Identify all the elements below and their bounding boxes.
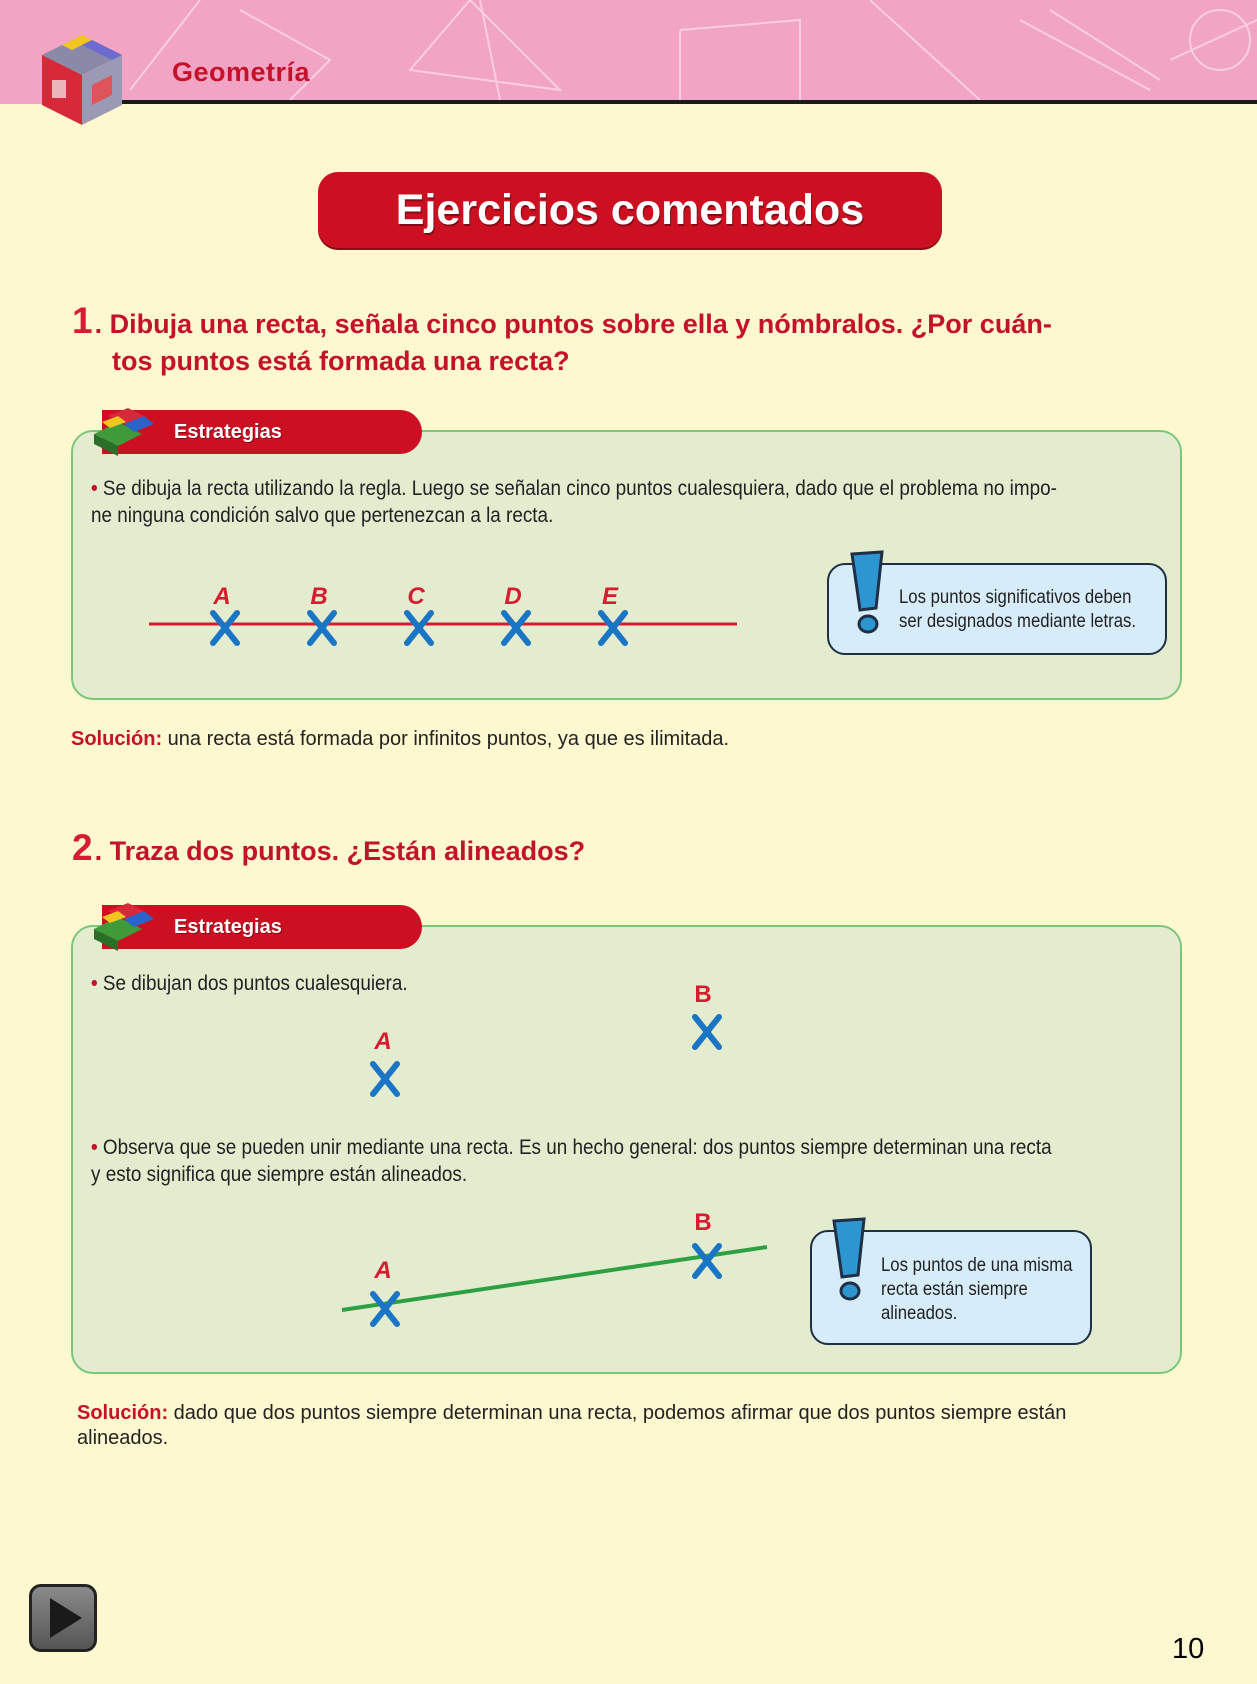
note-2-line2: recta están siempre: [881, 1279, 1028, 1300]
solution-2-line1: dado que dos puntos siempre determinan una recta, podemos afirmar que dos puntos siempre están: [168, 1402, 1067, 1424]
puzzle-icon: [88, 899, 160, 957]
exclamation-icon: [828, 1215, 872, 1305]
note-2-line1: Los puntos de una misma: [881, 1255, 1073, 1276]
strategy-tab-2: Estrategias: [102, 905, 422, 949]
page-title: Ejercicios comentados: [318, 172, 942, 248]
exercise-2-bullet2-line2: y esto significa que siempre están alineados.: [91, 1163, 468, 1186]
point-b-label: B: [694, 981, 712, 1008]
exercise-1-bullet: [91, 475, 1171, 529]
line-through-points-figure: [335, 1205, 775, 1335]
page-number: 10: [1172, 1633, 1205, 1665]
solution-2-line2: alineados.: [77, 1427, 169, 1449]
play-icon: [32, 1587, 94, 1649]
bullet-dot: •: [91, 477, 98, 500]
point-a-label: A: [374, 1257, 392, 1284]
bullet-dot: •: [91, 1136, 98, 1159]
geometry-decoration: [0, 0, 1257, 104]
exclamation-icon: [846, 548, 890, 638]
exercise-1-question-line2: tos puntos está formada una recta?: [112, 346, 570, 376]
puzzle-icon: [88, 404, 160, 462]
exercise-2-bullet-2: [91, 1134, 1171, 1188]
point-label-d: D: [504, 583, 522, 610]
note-text-1: [899, 586, 1163, 634]
exercise-2-question: [72, 829, 1192, 870]
point-label-b: B: [310, 583, 328, 610]
point-cross-b: [310, 613, 334, 643]
point-cross-d: [504, 613, 528, 643]
exercise-1-question-line1: . Dibuja una recta, señala cinco puntos sobre ella y nómbralos. ¿Por cuán-: [94, 309, 1052, 339]
point-b-label: B: [694, 1209, 712, 1236]
note-2-line3: alineados.: [881, 1303, 958, 1324]
page-header: [0, 0, 1257, 104]
solution-1-text: una recta está formada por infinitos puntos, ya que es ilimitada.: [162, 728, 730, 750]
exercise-1-solution: [71, 727, 1171, 752]
point-a-cross: [373, 1064, 397, 1094]
note-1-line1: Los puntos significativos deben: [899, 587, 1132, 608]
point-label-a: A: [213, 583, 231, 610]
play-button[interactable]: [29, 1584, 97, 1652]
line-with-five-points: [145, 570, 745, 650]
point-b-cross: [695, 1017, 719, 1047]
point-cross-c: [407, 613, 431, 643]
note-1-line2: ser designados mediante letras.: [899, 611, 1137, 632]
solution-2-label: Solución:: [77, 1402, 169, 1424]
strategy-tab-1: Estrategias: [102, 410, 422, 454]
section-name: Geometría: [172, 57, 311, 87]
point-b-cross: [695, 1246, 719, 1276]
bullet-dot: •: [91, 972, 98, 995]
exercise-2-bullet2-line1: Observa que se pueden unir mediante una recta. Es un hecho general: dos puntos siempre determinan una recta: [102, 1136, 1052, 1159]
exercise-1-bullet-line2: ne ninguna condición salvo que pertenezcan a la recta.: [91, 504, 554, 527]
point-a-cross: [373, 1294, 397, 1324]
exercise-2-number: 2: [72, 827, 93, 868]
exercise-1-question: [72, 302, 1192, 380]
point-label-e: E: [601, 583, 619, 610]
exercise-2-solution: [77, 1401, 1177, 1451]
point-label-c: C: [407, 583, 425, 610]
header-rule: [100, 100, 1257, 104]
exercise-2-bullet1-text: Se dibujan dos puntos cualesquiera.: [102, 972, 408, 995]
cube-logo-icon: [32, 30, 132, 130]
point-a-label: A: [374, 1028, 392, 1055]
solution-1-label: Solución:: [71, 728, 163, 750]
note-text-2: [881, 1254, 1092, 1326]
point-cross-a: [213, 613, 237, 643]
exercise-2-question-line1: . Traza dos puntos. ¿Están alineados?: [94, 836, 586, 866]
exercise-1-bullet-line1: Se dibuja la recta utilizando la regla. Luego se señalan cinco puntos cualesquiera, dado que el problema no impo-: [102, 477, 1057, 500]
two-points-figure: [355, 975, 755, 1105]
exercise-1-number: 1: [72, 300, 93, 341]
point-cross-e: [601, 613, 625, 643]
